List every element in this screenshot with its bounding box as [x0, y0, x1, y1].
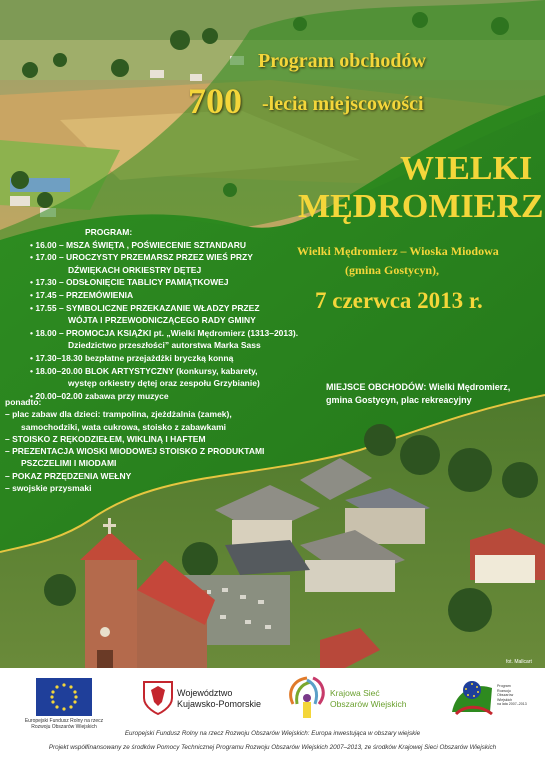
program-line: • 17.30–18.30 bezpłatne przejażdżki bryczką konną	[30, 352, 234, 363]
prow-line2: Rozwoju	[497, 688, 511, 693]
program-list	[30, 226, 330, 402]
ponadto-line: – PREZENTACJA WIOSKI MIODOWEJ STOISKO Z PRODUKTAMI	[5, 446, 265, 457]
program-line: • 18.00 – PROMOCJA KSIĄŻKI pt. „Wielki Mędromierz (1313–2013).	[30, 327, 299, 338]
venue-info	[326, 381, 510, 407]
eu-flag-icon	[36, 678, 92, 716]
program-line: • 17.45 – PRZEMÓWIENIA	[30, 289, 134, 300]
ponadto-line: – swojskie przysmaki	[5, 483, 92, 494]
ksow-logo-icon	[285, 676, 329, 722]
ponadto-line: – plac zabaw dla dzieci: trampolina, zjeżdżalnia (zamek),	[5, 409, 232, 420]
program-lines	[30, 239, 330, 403]
program-line: Dziedzictwo przeszłości” autorstwa Marka Sass	[68, 340, 261, 351]
eu-caption-line1: Europejski Fundusz Rolny na rzecz	[24, 718, 104, 724]
region-line1: Województwo	[177, 688, 233, 698]
subtitle-line1: Wielki Mędromierz – Wioska Miodowa	[297, 244, 499, 258]
program-line: • 20.00–02.00 zabawa przy muzyce	[30, 390, 169, 401]
region-crest-icon	[142, 680, 174, 716]
eu-caption-line2: Rozwoju Obszarów Wiejskich	[31, 724, 97, 730]
subtitle-line2: (gmina Gostycyn),	[345, 263, 439, 277]
prow-line3: Obszarów	[497, 693, 514, 698]
photo-credit: fot. Mallcart	[506, 659, 532, 665]
program-heading: PROGRAM:	[85, 227, 133, 237]
program-line: DŹWIĘKACH ORKIESTRY DĘTEJ	[68, 264, 202, 275]
ksow-line1: Krajowa Sieć	[330, 688, 380, 698]
prow-line1: Program	[497, 684, 511, 688]
program-line: • 17.30 – ODSŁONIĘCIE TABLICY PAMIĄTKOWEJ	[30, 277, 229, 288]
ponadto-line: – STOISKO Z RĘKODZIEŁEM, WIKLINĄ I HAFTEM	[5, 433, 206, 444]
footer-line1: Europejski Fundusz Rolny na rzecz Rozwoju Obszarów Wiejskich: Europa inwestująca w obszary wiejskie	[124, 730, 421, 737]
title-word2: MĘDROMIERZ	[298, 188, 544, 225]
header-number: 700	[188, 81, 242, 121]
ksow-line2: Obszarów Wiejskich	[330, 699, 407, 709]
prow-logo-icon	[446, 676, 498, 724]
program-line: • 17.00 – UROCZYSTY PRZEMARSZ PRZEZ WIEŚ PRZY	[30, 252, 253, 263]
program-line: • 16.00 – MSZA ŚWIĘTA , POŚWIECENIE SZTANDARU	[30, 239, 246, 250]
venue-line1: MIEJSCE OBCHODÓW: Wielki Mędromierz,	[326, 382, 511, 392]
region-line2: Kujawsko-Pomorskie	[177, 699, 262, 709]
ponadto-line: – POKAZ PRZĘDZENIA WEŁNY	[5, 470, 132, 481]
program-line: występ orkiestry dętej oraz zespołu Grzybianie)	[68, 378, 260, 389]
eu-caption	[20, 718, 108, 730]
sponsor-logos	[0, 668, 545, 768]
ponadto-line: samochodziki, wata cukrowa, stoisko z zabawkami	[21, 421, 227, 432]
header-line2: -lecia miejscowości	[262, 93, 424, 115]
extras-list	[5, 396, 264, 494]
extras-heading: ponadto:	[5, 397, 42, 407]
program-line: • 18.00–20.00 BLOK ARTYSTYCZNY (konkursy, kabarety,	[30, 365, 258, 376]
ponadto-line: PSZCZELIMI I MIODAMI	[21, 458, 117, 469]
prow-line5: na lata 2007–2013	[497, 702, 527, 707]
extras-lines	[5, 408, 264, 494]
title-word1: WIELKI	[400, 150, 533, 187]
footer-line2: Projekt współfinansowany ze środków Pomocy Technicznej Programu Rozwoju Obszarów Wiejskich 2007–2013, ze środków Krajowej Sieci Obszarów Wiejskich	[48, 744, 497, 751]
prow-line4: Wiejskich	[497, 697, 513, 702]
program-line: • 17.55 – SYMBOLICZNE PRZEKAZANIE WŁADZY PRZEZ	[30, 302, 260, 313]
header-line1: Program obchodów	[258, 50, 426, 72]
venue-line2: gmina Gostycyn, plac rekreacyjny	[326, 395, 472, 405]
program-line: WÓJTA I PRZEWODNICZĄCEGO RADY GMINY	[68, 315, 256, 326]
prow-caption	[497, 684, 537, 707]
event-date: 7 czerwca 2013 r.	[315, 288, 483, 313]
